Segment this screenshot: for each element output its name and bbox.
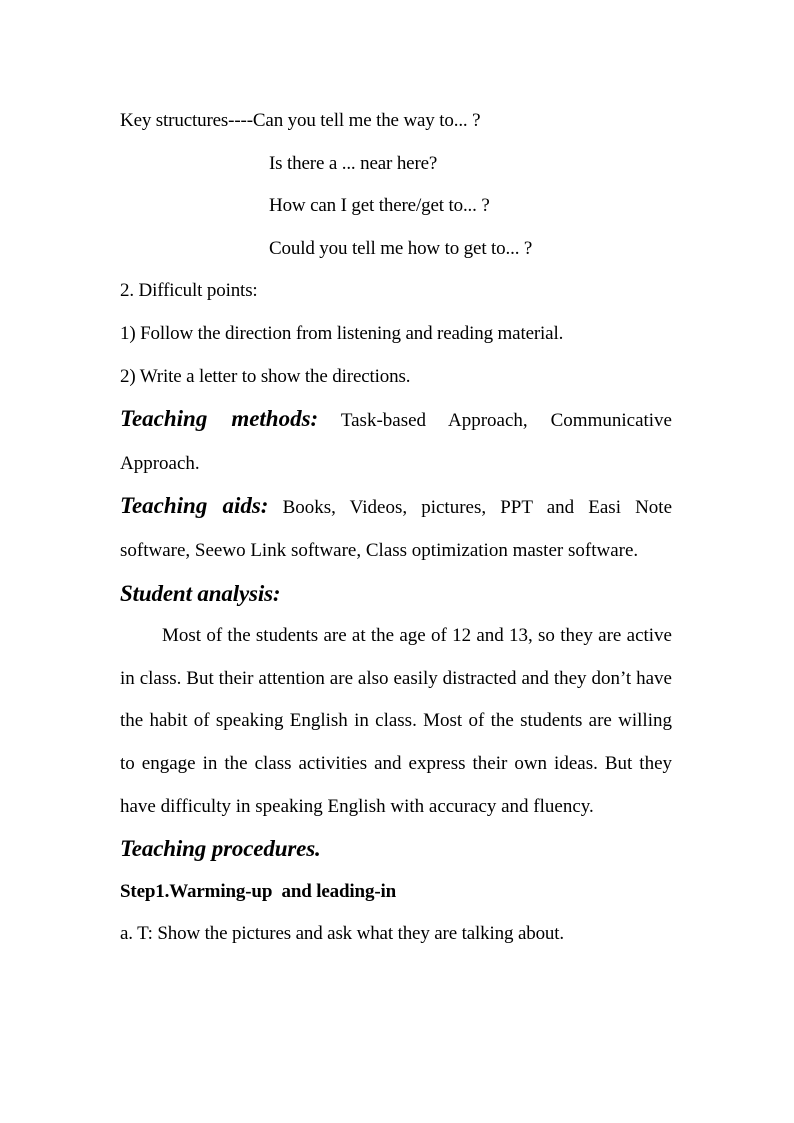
teaching-procedures-heading: Teaching procedures. xyxy=(120,836,321,862)
teaching-aids-heading: Teaching aids: xyxy=(120,493,269,519)
student-analysis-heading: Student analysis: xyxy=(120,580,281,606)
key-structure-item: Can you tell me the way to... ? xyxy=(252,110,481,131)
difficult-point-item: 1) Follow the direction from listening and reading material. xyxy=(120,322,564,344)
teaching-methods-section xyxy=(120,398,672,485)
difficult-points-title: 2. Difficult points: xyxy=(120,280,258,302)
teaching-aids-text: Books, Videos, pictures, PPT and Easi Note software, Seewo Link software, Class optimization master software. xyxy=(120,497,673,561)
teaching-aids-section xyxy=(120,485,672,572)
student-analysis-text: Most of the students are at the age of 12 and 13, so they are active in class. But their attention are also easily distracted and they don’t have the habit of speaking English in class. Most of the students are willing to engage in the class activities and express their own ideas. But they have difficulty in speaking English with accuracy and fluency. xyxy=(120,625,672,817)
key-structures-line xyxy=(120,100,672,143)
teaching-methods-heading: Teaching methods: xyxy=(120,406,319,432)
key-structure-item: How can I get there/get to... ? xyxy=(269,195,490,217)
key-structure-item: Is there a ... near here? xyxy=(269,152,438,174)
document-content xyxy=(120,100,672,956)
step1-item-a: a. T: Show the pictures and ask what they are talking about. xyxy=(120,923,565,945)
teaching-methods-text: Task-based Approach, Communicative Approach. xyxy=(120,410,672,474)
difficult-point-item: 2) Write a letter to show the directions. xyxy=(120,365,411,387)
key-structure-item: Could you tell me how to get to... ? xyxy=(269,237,533,259)
step1-title: Step1.Warming-up and leading-in xyxy=(120,880,397,902)
key-structures-label: Key structures---- xyxy=(120,110,253,131)
